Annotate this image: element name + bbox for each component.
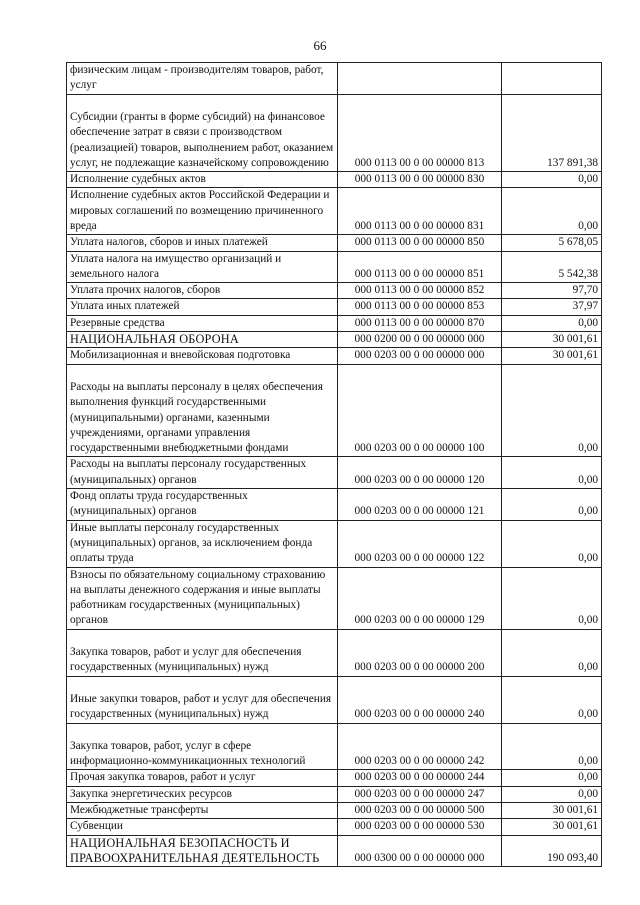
- row-code-cell: 000 0203 00 0 00 00000 121: [338, 489, 502, 521]
- row-code-cell: 000 0113 00 0 00 00000 870: [338, 315, 502, 331]
- table-row: [67, 629, 602, 676]
- row-code-cell: 000 0113 00 0 00 00000 852: [338, 283, 502, 299]
- row-name-cell: Иные выплаты персоналу государственных (муниципальных) органов, за исключением фонда оплаты труда: [67, 520, 338, 567]
- table-row: [67, 835, 602, 867]
- page-number: 66: [313, 38, 327, 53]
- row-amount-cell: 0,00: [502, 723, 602, 770]
- row-name-cell: Иные закупки товаров, работ и услуг для обеспечения государственных (муниципальных) нужд: [67, 676, 338, 723]
- row-name-cell: Уплата прочих налогов, сборов: [67, 283, 338, 299]
- table-row: [67, 63, 602, 95]
- table-row: [67, 802, 602, 818]
- row-name-cell: Уплата налога на имущество организаций и земельного налога: [67, 251, 338, 283]
- table-row: [67, 299, 602, 315]
- row-amount-cell: 5 678,05: [502, 235, 602, 251]
- row-code-cell: 000 0203 00 0 00 00000 242: [338, 723, 502, 770]
- table-row: [67, 283, 602, 299]
- row-name-cell: Резервные средства: [67, 315, 338, 331]
- row-name-cell: Расходы на выплаты персоналу в целях обеспечения выполнения функций государственными (муниципальными) органами, казенными учреждениями, органами управления государственными внебюджетными фондами: [67, 364, 338, 457]
- row-amount-cell: 0,00: [502, 520, 602, 567]
- table-row: [67, 172, 602, 188]
- row-code-cell: 000 0113 00 0 00 00000 831: [338, 188, 502, 235]
- row-amount-cell: 0,00: [502, 489, 602, 521]
- table-row: [67, 819, 602, 835]
- row-code-cell: 000 0113 00 0 00 00000 850: [338, 235, 502, 251]
- table-row: [67, 94, 602, 172]
- row-name-cell: Субсидии (гранты в форме субсидий) на финансовое обеспечение затрат в связи с производством (реализацией) товаров, выполнением работ, оказанием услуг, не подлежащие казначейскому сопровождению: [67, 94, 338, 172]
- row-amount-cell: 0,00: [502, 364, 602, 457]
- row-name-cell: Исполнение судебных актов Российской Федерации и мировых соглашений по возмещению причиненного вреда: [67, 188, 338, 235]
- row-amount-cell: 30 001,61: [502, 348, 602, 364]
- row-code-cell: 000 0203 00 0 00 00000 122: [338, 520, 502, 567]
- row-name-cell: Прочая закупка товаров, работ и услуг: [67, 770, 338, 786]
- row-code-cell: 000 0113 00 0 00 00000 851: [338, 251, 502, 283]
- row-amount-cell: 0,00: [502, 315, 602, 331]
- row-name-cell: Мобилизационная и вневойсковая подготовка: [67, 348, 338, 364]
- row-amount-cell: 30 001,61: [502, 819, 602, 835]
- table-row: [67, 315, 602, 331]
- row-code-cell: 000 0300 00 0 00 00000 000: [338, 835, 502, 867]
- row-code-cell: 000 0203 00 0 00 00000 120: [338, 457, 502, 489]
- row-amount-cell: 0,00: [502, 786, 602, 802]
- row-code-cell: [338, 63, 502, 95]
- row-amount-cell: 190 093,40: [502, 835, 602, 867]
- table-row: [67, 457, 602, 489]
- row-amount-cell: [502, 63, 602, 95]
- row-code-cell: 000 0203 00 0 00 00000 240: [338, 676, 502, 723]
- row-name-cell: Закупка товаров, работ, услуг в сфере информационно-коммуникационных технологий: [67, 723, 338, 770]
- row-name-cell: Взносы по обязательному социальному страхованию на выплаты денежного содержания и иные выплаты работникам государственных (муниципальных) органов: [67, 567, 338, 629]
- row-code-cell: 000 0113 00 0 00 00000 830: [338, 172, 502, 188]
- row-code-cell: 000 0203 00 0 00 00000 500: [338, 802, 502, 818]
- table-row: [67, 770, 602, 786]
- row-name-cell: Закупка товаров, работ и услуг для обеспечения государственных (муниципальных) нужд: [67, 629, 338, 676]
- table-row: [67, 188, 602, 235]
- row-name-cell: Закупка энергетических ресурсов: [67, 786, 338, 802]
- row-amount-cell: 30 001,61: [502, 332, 602, 348]
- table-row: [67, 364, 602, 457]
- row-code-cell: 000 0203 00 0 00 00000 129: [338, 567, 502, 629]
- table-row: [67, 348, 602, 364]
- row-name-cell: физическим лицам - производителям товаров, работ, услуг: [67, 63, 338, 95]
- table-row: [67, 676, 602, 723]
- table-row: [67, 235, 602, 251]
- row-amount-cell: 5 542,38: [502, 251, 602, 283]
- row-code-cell: 000 0113 00 0 00 00000 813: [338, 94, 502, 172]
- row-name-cell: Субвенции: [67, 819, 338, 835]
- table-row: [67, 567, 602, 629]
- row-name-cell: НАЦИОНАЛЬНАЯ ОБОРОНА: [67, 332, 338, 348]
- row-amount-cell: 0,00: [502, 770, 602, 786]
- row-code-cell: 000 0203 00 0 00 00000 100: [338, 364, 502, 457]
- row-amount-cell: 0,00: [502, 457, 602, 489]
- row-name-cell: Исполнение судебных актов: [67, 172, 338, 188]
- budget-table: [66, 62, 602, 867]
- row-amount-cell: 0,00: [502, 567, 602, 629]
- row-code-cell: 000 0200 00 0 00 00000 000: [338, 332, 502, 348]
- row-name-cell: Расходы на выплаты персоналу государственных (муниципальных) органов: [67, 457, 338, 489]
- budget-table-body: [67, 63, 602, 867]
- row-name-cell: Уплата налогов, сборов и иных платежей: [67, 235, 338, 251]
- row-amount-cell: 37,97: [502, 299, 602, 315]
- row-amount-cell: 97,70: [502, 283, 602, 299]
- row-code-cell: 000 0203 00 0 00 00000 530: [338, 819, 502, 835]
- row-name-cell: Уплата иных платежей: [67, 299, 338, 315]
- table-row: [67, 332, 602, 348]
- table-row: [67, 251, 602, 283]
- row-code-cell: 000 0203 00 0 00 00000 000: [338, 348, 502, 364]
- row-code-cell: 000 0203 00 0 00 00000 244: [338, 770, 502, 786]
- row-amount-cell: 30 001,61: [502, 802, 602, 818]
- row-amount-cell: 0,00: [502, 676, 602, 723]
- row-name-cell: НАЦИОНАЛЬНАЯ БЕЗОПАСНОСТЬ И ПРАВООХРАНИТЕЛЬНАЯ ДЕЯТЕЛЬНОСТЬ: [67, 835, 338, 867]
- row-code-cell: 000 0203 00 0 00 00000 200: [338, 629, 502, 676]
- row-name-cell: Фонд оплаты труда государственных (муниципальных) органов: [67, 489, 338, 521]
- row-code-cell: 000 0203 00 0 00 00000 247: [338, 786, 502, 802]
- row-amount-cell: 0,00: [502, 629, 602, 676]
- table-row: [67, 723, 602, 770]
- row-amount-cell: 0,00: [502, 172, 602, 188]
- row-amount-cell: 0,00: [502, 188, 602, 235]
- table-row: [67, 520, 602, 567]
- table-row: [67, 489, 602, 521]
- table-row: [67, 786, 602, 802]
- row-amount-cell: 137 891,38: [502, 94, 602, 172]
- row-code-cell: 000 0113 00 0 00 00000 853: [338, 299, 502, 315]
- row-name-cell: Межбюджетные трансферты: [67, 802, 338, 818]
